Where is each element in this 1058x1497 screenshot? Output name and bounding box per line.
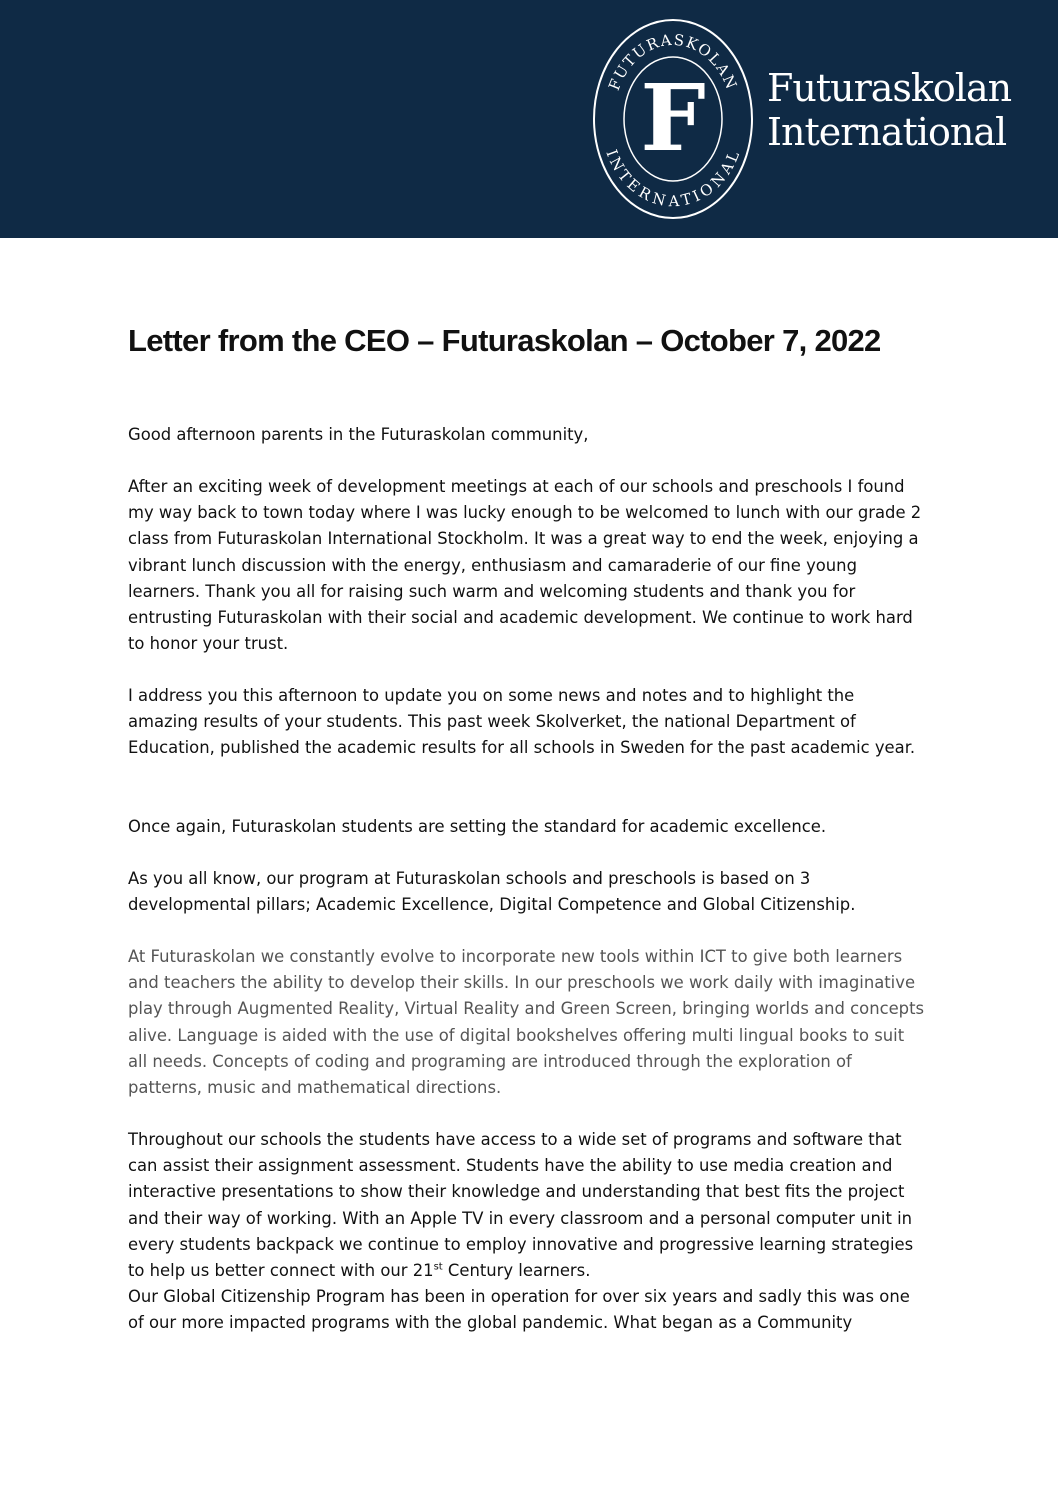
paragraph-5 — [128, 944, 928, 1101]
brand-line-1: Futuraskolan — [767, 66, 1012, 110]
letter-title: Letter from the CEO – Futuraskolan – October 7, 2022 — [128, 323, 881, 358]
paragraph-3 — [128, 814, 928, 840]
paragraph-2 — [128, 683, 928, 762]
paragraph-6-main: Throughout our schools the students have access to a wide set of programs and software that can assist their assignment assessment. Students have the ability to use media creation and interactive presentations to show their knowledge and understanding that best fits the project and their way of working. With an Apple TV in every classroom and a personal computer unit in every students backpack we continue to employ innovative and progressive learning strategies to help us better connect with our 21 — [128, 1130, 914, 1281]
paragraph-2-text: I address you this afternoon to update you on some news and notes and to highlight the amazing results of your students. This past week Skolverket, the national Department of Education, published the academic results for all schools in Sweden for the past academic year. — [128, 686, 916, 758]
header-banner — [0, 0, 1058, 238]
paragraph-6-end: Century learners. — [442, 1261, 591, 1281]
paragraph-7 — [128, 1284, 928, 1336]
paragraph-3-text: Once again, Futuraskolan students are setting the standard for academic excellence. — [128, 817, 827, 836]
seal-text-top: FUTURASKOLAN — [605, 30, 741, 93]
paragraph-7-text: Our Global Citizenship Program has been in operation for over six years and sadly this was one of our more impacted programs with the global pandemic. What began as a Community — [128, 1287, 910, 1333]
paragraph-1-text: After an exciting week of development meetings at each of our schools and preschools I found my way back to town today where I was lucky enough to be welcomed to lunch with our grade 2 class from Futuraskolan International Stockholm. It was a great way to end the week, enjoying a vibrant lunch discussion with the energy, enthusiasm and camaraderie of our fine young learners. Thank you all for raising such warm and welcoming students and thank you for entrusting Futuraskolan with their social and academic development. We continue to work hard to honor your trust. — [128, 477, 922, 654]
greeting — [128, 422, 928, 448]
seal-text-bottom: INTERNATIONAL — [602, 147, 744, 211]
brand-wordmark — [767, 66, 1011, 154]
paragraph-6-text — [128, 1127, 928, 1284]
paragraph-1 — [128, 474, 928, 657]
paragraph-5-text: At Futuraskolan we constantly evolve to incorporate new tools within ICT to give both learners and teachers the ability to develop their skills. In our preschools we work daily with imaginative play through Augmented Reality, Virtual Reality and Green Screen, bringing worlds and concepts alive. Language is aided with the use of digital bookshelves offering multi lingual books to suit all needs. Concepts of coding and programing are introduced through the exploration of patterns, music and mathematical directions. — [128, 947, 925, 1098]
school-seal-logo — [592, 18, 754, 220]
paragraph-6 — [128, 1127, 928, 1284]
greeting-text: Good afternoon parents in the Futuraskolan community, — [128, 425, 589, 444]
brand-line-2: International — [767, 110, 1007, 154]
paragraph-4-text: As you all know, our program at Futuraskolan schools and preschools is based on 3 developmental pillars; Academic Excellence, Digital Competence and Global Citizenship. — [128, 869, 856, 915]
ordinal-superscript: st — [433, 1261, 443, 1273]
paragraph-4 — [128, 866, 928, 918]
seal-letter: F — [640, 64, 706, 172]
